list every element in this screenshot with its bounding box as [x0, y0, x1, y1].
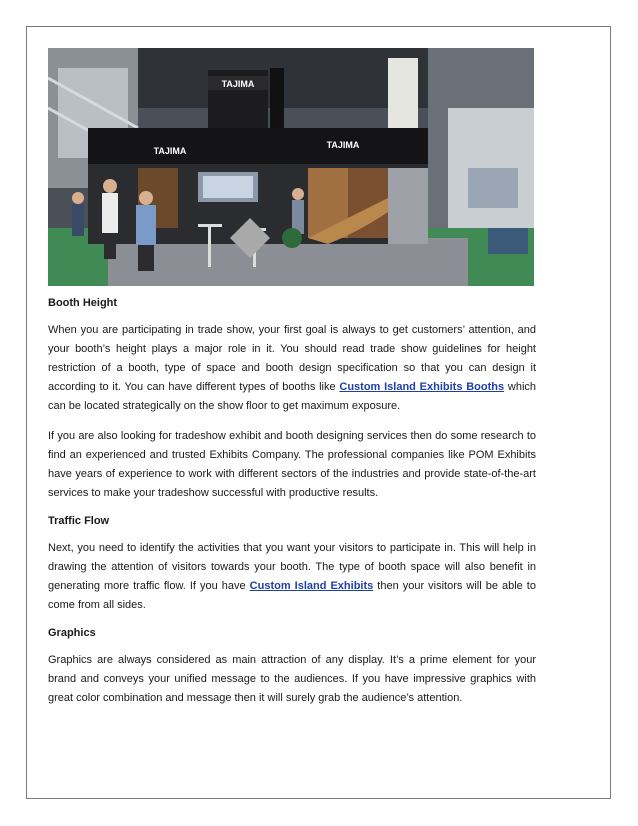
brand-label-left: TAJIMA	[153, 146, 187, 156]
booth-photo	[48, 48, 534, 286]
booth-height-paragraph-2: If you are also looking for tradeshow exhibit and booth designing services then do some research to find an experienced and trusted Exhibits Company. The professional companies like POM Exhibits have years of experience to work with different sectors of the industries and provide state-of-the-art services to make your tradeshow successful with productive results.	[48, 430, 536, 499]
paragraph-text: then your visitors will be able to come from all sides.	[48, 580, 536, 611]
section-heading-traffic-flow: Traffic Flow	[48, 515, 110, 527]
brand-label-right: TAJIMA	[326, 140, 360, 150]
article-body	[48, 296, 536, 719]
booth-height-paragraph-1	[48, 321, 536, 416]
section-heading-graphics: Graphics	[48, 627, 96, 639]
paragraph-text: which can be located strategically on the show floor to get maximum exposure.	[48, 381, 537, 412]
custom-island-exhibits-link[interactable]: Custom Island Exhibits	[249, 580, 374, 592]
paragraph-text: When you are participating in trade show, your first goal is always to get customers’ attention, and your booth’s height plays a major role in it. You should read trade show guidelines for height restriction of a booth, type of space and booth design specification so that you can design it according to it. You can have different types of booths like	[48, 324, 536, 393]
traffic-flow-paragraph	[48, 539, 536, 615]
brand-label-tower: TAJIMA	[221, 79, 255, 89]
booth-photo-illustration	[48, 48, 534, 286]
graphics-paragraph: Graphics are always considered as main attraction of any display. It’s a prime element for your brand and conveys your unified message to the audiences. If you have impressive graphics with great color combination and message then it will surely grab the audience’s attention.	[48, 654, 536, 704]
section-heading-booth-height: Booth Height	[48, 297, 118, 309]
paragraph-text: Next, you need to identify the activities that you want your visitors to participate in. This will help in drawing the attention of visitors towards your booth. The type of booth space will also benefit in generating more traffic flow. If you have	[48, 542, 536, 592]
custom-island-exhibits-booths-link[interactable]: Custom Island Exhibits Booths	[339, 381, 505, 393]
